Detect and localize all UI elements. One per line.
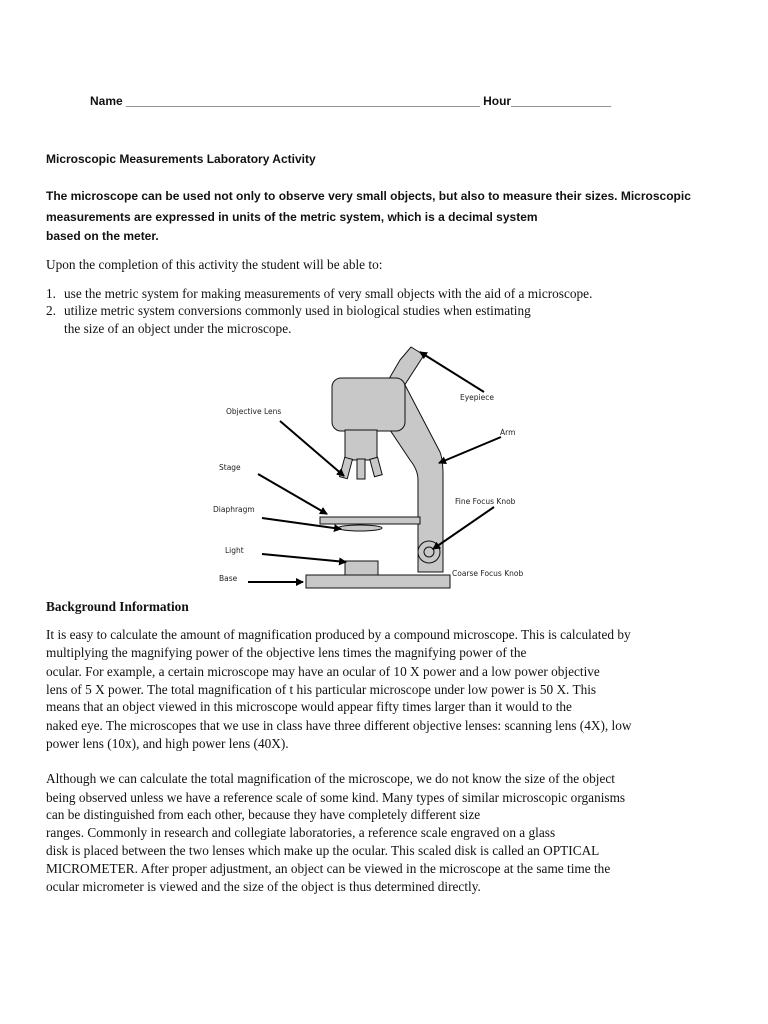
- microscope-head: [332, 378, 405, 431]
- label-diaphragm: Diaphragm: [213, 505, 255, 514]
- stage: [320, 517, 420, 524]
- objective-number-2: 2.: [46, 303, 56, 318]
- page-title: Microscopic Measurements Laboratory Activity: [46, 152, 316, 166]
- objective-item-1: use the metric system for making measurements of very small objects with the aid of a microscope.: [64, 286, 593, 301]
- section-heading: Background Information: [46, 599, 189, 614]
- label-base: Base: [219, 574, 238, 583]
- fine-focus-knob: [424, 547, 434, 557]
- background-para1-line: means that an object viewed in this microscope would appear fifty times larger than it would to the: [46, 699, 572, 714]
- diaphragm: [338, 525, 382, 531]
- label-arm: Arm: [500, 428, 516, 437]
- arm: [385, 385, 443, 572]
- background-para1-line: lens of 5 X power. The total magnification of t his particular microscope under low power is 50 X. This: [46, 682, 597, 697]
- objective-lens-1: [340, 457, 353, 478]
- label-eyepiece: Eyepiece: [460, 393, 494, 402]
- intro-line-3: based on the meter.: [46, 229, 159, 243]
- background-para2-line: being observed unless we have a reference scale of some kind. Many types of similar microscopic organisms: [46, 790, 626, 805]
- label-objective-lens: Objective Lens: [226, 407, 282, 416]
- arrow-objective-lens: [280, 421, 344, 476]
- objective-lens-3: [370, 457, 382, 476]
- arrow-eyepiece: [420, 352, 484, 392]
- background-para2-line: ocular micrometer is viewed and the size of the object is thus determined directly.: [46, 879, 481, 894]
- arrow-fine-focus: [433, 507, 494, 549]
- label-fine-focus-knob: Fine Focus Knob: [455, 497, 516, 506]
- name-blank[interactable]: _____________________________________________________: [126, 94, 480, 108]
- background-para2-line: ranges. Commonly in research and collegiate laboratories, a reference scale engraved on a glass: [46, 825, 556, 840]
- objective-item-2-line-1: utilize metric system conversions commonly used in biological studies when estimating: [64, 303, 531, 318]
- label-light: Light: [225, 546, 244, 555]
- background-para2-line: can be distinguished from each other, because they have completely different size: [46, 807, 481, 822]
- objective-lens-2: [357, 459, 365, 479]
- label-coarse-focus-knob: Coarse Focus Knob: [452, 569, 524, 578]
- coarse-focus-knob: [418, 541, 440, 563]
- eyepiece-tube: [386, 347, 424, 386]
- background-para1-line: power lens (10x), and high power lens (40X).: [46, 736, 289, 751]
- objective-number-1: 1.: [46, 286, 56, 301]
- intro-line-2: measurements are expressed in units of the metric system, which is a decimal system: [46, 210, 538, 224]
- name-label: Name: [90, 94, 123, 108]
- arrow-arm: [439, 437, 501, 463]
- hour-blank[interactable]: _______________: [511, 94, 612, 108]
- intro-line-1: The microscope can be used not only to observe very small objects, but also to measure their sizes. Microscopic: [46, 189, 691, 203]
- background-para2-line: Although we can calculate the total magnification of the microscope, we do not know the size of the object: [46, 771, 615, 786]
- objectives-lead: Upon the completion of this activity the student will be able to:: [46, 257, 383, 272]
- hour-label: Hour: [483, 94, 512, 108]
- background-para1-line: multiplying the magnifying power of the objective lens times the magnifying power of the: [46, 645, 527, 660]
- base: [306, 575, 450, 588]
- nosepiece: [345, 430, 377, 460]
- background-para2-line: disk is placed between the two lenses which make up the ocular. This scaled disk is called an OPTICAL: [46, 843, 600, 858]
- arrow-stage: [258, 474, 327, 514]
- arrow-diaphragm: [262, 518, 341, 529]
- background-para2-line: MICROMETER. After proper adjustment, an object can be viewed in the microscope at the same time the: [46, 861, 611, 876]
- background-para1-line: naked eye. The microscopes that we use in class have three different objective lenses: scanning lens (4X), low: [46, 718, 632, 733]
- background-para1-line: It is easy to calculate the amount of magnification produced by a compound microscope. This is calculated by: [46, 627, 631, 642]
- objective-item-2-line-2: the size of an object under the microscope.: [64, 321, 292, 336]
- label-stage: Stage: [219, 463, 241, 472]
- name-hour-line: [90, 94, 611, 108]
- light: [345, 561, 378, 575]
- background-para1-line: ocular. For example, a certain microscope may have an ocular of 10 X power and a low power objective: [46, 664, 600, 679]
- arrow-light: [262, 554, 346, 562]
